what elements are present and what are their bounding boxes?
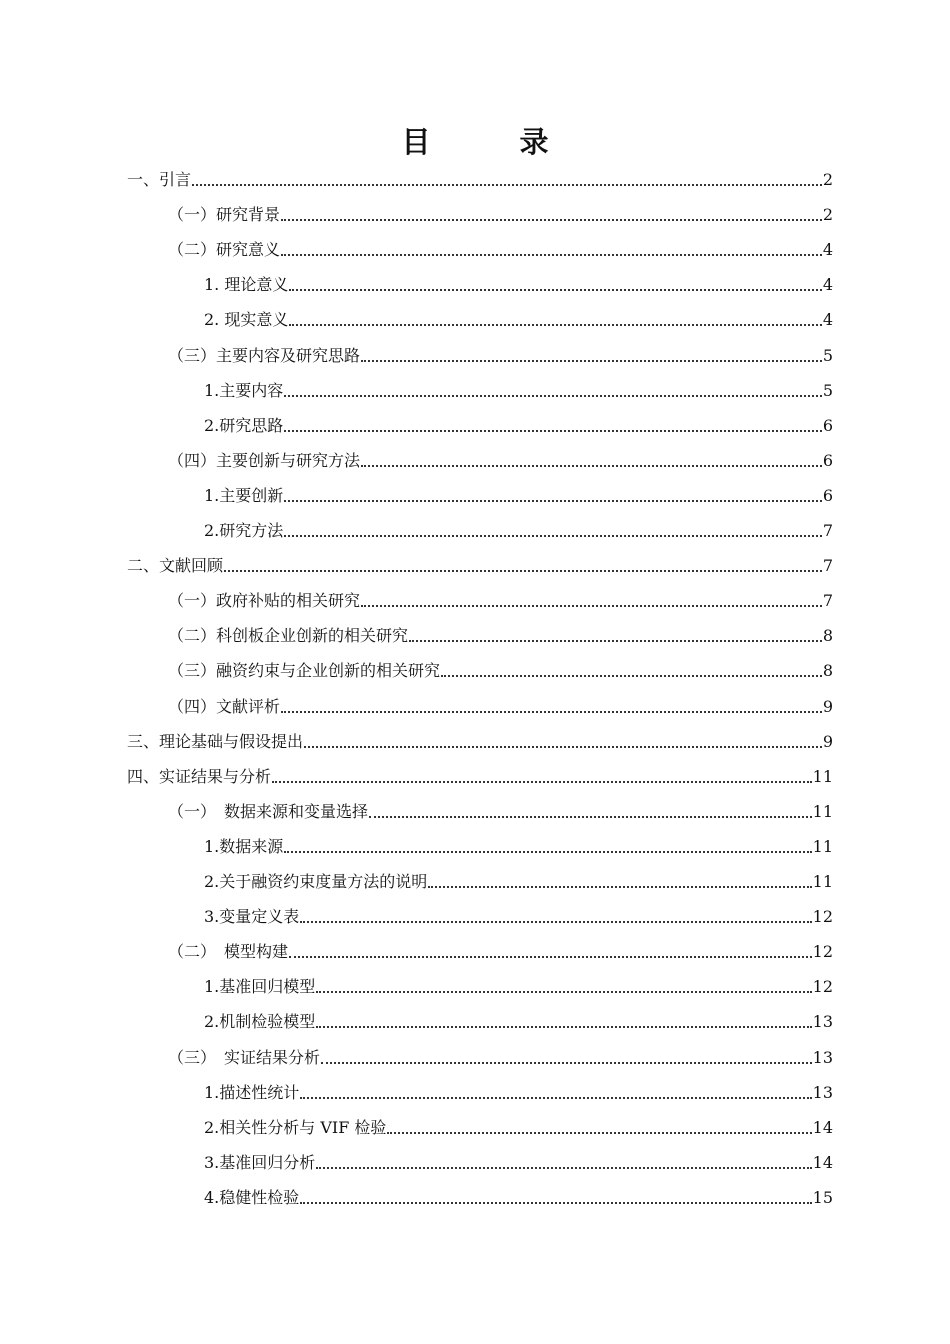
toc-entry-label: 1.主要创新 xyxy=(204,485,284,505)
dot-leader xyxy=(316,1026,811,1028)
toc-entry-page: 6 xyxy=(822,415,833,435)
toc-entry-label: 2.机制检验模型 xyxy=(204,1012,316,1032)
dot-leader xyxy=(284,535,822,537)
toc-entry-label: （二）科创板企业创新的相关研究 xyxy=(168,626,409,646)
dot-leader xyxy=(361,605,822,607)
toc-entry-page: 6 xyxy=(822,450,833,470)
toc-entry-page: 6 xyxy=(822,485,833,505)
toc-entry-page: 11 xyxy=(812,801,833,821)
dot-leader xyxy=(300,1097,811,1099)
toc-entry-page: 13 xyxy=(812,1082,833,1102)
dot-leader xyxy=(289,289,821,291)
toc-entry-page: 5 xyxy=(822,345,833,365)
dot-leader xyxy=(192,184,822,186)
toc-entry-label: 1.基准回归模型 xyxy=(204,977,316,997)
toc-entry-label: 1.描述性统计 xyxy=(204,1082,300,1102)
dot-leader xyxy=(281,254,822,256)
toc-entry[interactable] xyxy=(204,476,833,511)
toc-entry-page: 4 xyxy=(822,275,833,295)
toc-entry[interactable] xyxy=(127,722,833,757)
toc-entry-page: 4 xyxy=(822,240,833,260)
toc-entry[interactable] xyxy=(168,195,833,230)
toc-entry-page: 9 xyxy=(822,731,833,751)
dot-leader xyxy=(361,360,822,362)
toc-entry[interactable] xyxy=(168,616,833,651)
toc-entry[interactable] xyxy=(204,511,833,546)
toc-entry-label: 2.相关性分析与 VIF 检验 xyxy=(204,1117,387,1137)
toc-entry[interactable] xyxy=(204,406,833,441)
toc-entry[interactable] xyxy=(204,1178,833,1213)
toc-entry[interactable] xyxy=(204,300,833,335)
toc-entry[interactable] xyxy=(168,687,833,722)
toc-entry[interactable] xyxy=(204,862,833,897)
dot-leader xyxy=(284,395,822,397)
dot-leader xyxy=(387,1132,811,1134)
toc-entry-label: 一、引言 xyxy=(127,170,192,189)
toc-entry[interactable] xyxy=(168,581,833,616)
toc-entry-page: 8 xyxy=(822,626,833,646)
toc-entry-page: 8 xyxy=(822,661,833,681)
toc-entry-label: 3.变量定义表 xyxy=(204,907,300,927)
toc-entry[interactable] xyxy=(168,932,833,967)
toc-entry-page: 11 xyxy=(812,836,833,856)
toc-entry[interactable] xyxy=(127,546,833,581)
toc-entry-label: 1.主要内容 xyxy=(204,380,284,400)
toc-entry-page: 2 xyxy=(822,205,833,225)
toc-entry-label: （三）融资约束与企业创新的相关研究 xyxy=(168,661,441,681)
toc-entry-page: 7 xyxy=(822,556,833,576)
toc-entry-page: 14 xyxy=(812,1117,833,1137)
toc-entry-label: 4.稳健性检验 xyxy=(204,1187,300,1207)
toc-entry[interactable] xyxy=(127,160,833,195)
dot-leader xyxy=(300,921,811,923)
dot-leader xyxy=(304,746,822,748)
dot-leader xyxy=(409,640,822,642)
toc-entry-page: 11 xyxy=(812,872,833,891)
toc-entry-page: 13 xyxy=(812,1012,833,1032)
toc-entry-label: （一）研究背景 xyxy=(168,205,281,225)
toc-entry-page: 7 xyxy=(822,591,833,611)
toc-entry[interactable] xyxy=(168,336,833,371)
toc-entry[interactable] xyxy=(204,265,833,300)
dot-leader xyxy=(284,430,822,432)
toc-entry-page: 12 xyxy=(812,977,833,997)
toc-entry[interactable] xyxy=(204,827,833,862)
page-title: 目 录 xyxy=(401,125,579,159)
dot-leader xyxy=(300,1202,811,1204)
toc-entry[interactable] xyxy=(204,1143,833,1178)
toc-entry[interactable] xyxy=(168,441,833,476)
toc-entry-page: 11 xyxy=(812,766,833,786)
dot-leader xyxy=(361,465,822,467)
toc-entry-label: （二） 模型构建 xyxy=(168,942,289,962)
dot-leader xyxy=(428,886,811,888)
toc-entry[interactable] xyxy=(204,371,833,406)
toc-entry-label: 四、实证结果与分析 xyxy=(127,766,272,786)
toc-entry-label: （三） 实证结果分析 xyxy=(168,1047,321,1067)
dot-leader xyxy=(289,324,821,326)
toc-entry-label: 3.基准回归分析 xyxy=(204,1152,316,1172)
toc-entry-page: 12 xyxy=(812,942,833,962)
toc-entry-label: 2.研究思路 xyxy=(204,415,284,435)
dot-leader xyxy=(316,991,811,993)
toc-entry-label: （一）政府补贴的相关研究 xyxy=(168,591,361,611)
toc-entry-label: （二）研究意义 xyxy=(168,240,281,260)
dot-leader xyxy=(321,1062,812,1064)
toc-entry-label: （四）文献评析 xyxy=(168,696,281,716)
toc-entry-label: 2. 现实意义 xyxy=(204,310,289,330)
dot-leader xyxy=(284,500,822,502)
dot-leader xyxy=(272,781,812,783)
toc-entry[interactable] xyxy=(204,897,833,932)
dot-leader xyxy=(224,570,822,572)
toc-entry-label: 2.关于融资约束度量方法的说明 xyxy=(204,872,428,891)
toc-entry-page: 12 xyxy=(812,907,833,927)
toc-entry[interactable] xyxy=(168,230,833,265)
dot-leader xyxy=(369,816,812,818)
toc-entry-label: 1.数据来源 xyxy=(204,836,284,856)
toc-entry-page: 14 xyxy=(812,1152,833,1172)
toc-entry-label: 三、理论基础与假设提出 xyxy=(127,731,304,751)
toc-entry[interactable] xyxy=(168,651,833,686)
toc-entry-label: 2.研究方法 xyxy=(204,521,284,540)
toc-entry-label: 二、文献回顾 xyxy=(127,556,224,576)
toc-entry-label: （四）主要创新与研究方法 xyxy=(168,450,361,470)
dot-leader xyxy=(284,851,811,853)
dot-leader xyxy=(281,219,822,221)
toc-entry[interactable] xyxy=(168,792,833,827)
dot-leader xyxy=(316,1167,811,1169)
dot-leader xyxy=(281,711,822,713)
toc-entry-page: 4 xyxy=(822,310,833,330)
toc-entry-label: （一） 数据来源和变量选择 xyxy=(168,801,369,821)
toc-entry-page: 5 xyxy=(822,380,833,400)
toc-entry-page: 2 xyxy=(822,170,833,189)
toc-entry-page: 15 xyxy=(812,1187,833,1207)
toc-entry[interactable] xyxy=(168,1038,833,1073)
toc-entry[interactable] xyxy=(204,1108,833,1143)
toc-entry[interactable] xyxy=(204,967,833,1002)
toc-entry-page: 7 xyxy=(822,521,833,540)
toc-entry-label: 1. 理论意义 xyxy=(204,275,289,295)
toc-entry-page: 13 xyxy=(812,1047,833,1067)
toc-entry[interactable] xyxy=(127,757,833,792)
dot-leader xyxy=(289,956,812,958)
toc-entry[interactable] xyxy=(204,1073,833,1108)
toc-entry-page: 9 xyxy=(822,696,833,716)
toc-entry[interactable] xyxy=(204,1002,833,1037)
toc-entry-label: （三）主要内容及研究思路 xyxy=(168,345,361,365)
dot-leader xyxy=(441,675,822,677)
